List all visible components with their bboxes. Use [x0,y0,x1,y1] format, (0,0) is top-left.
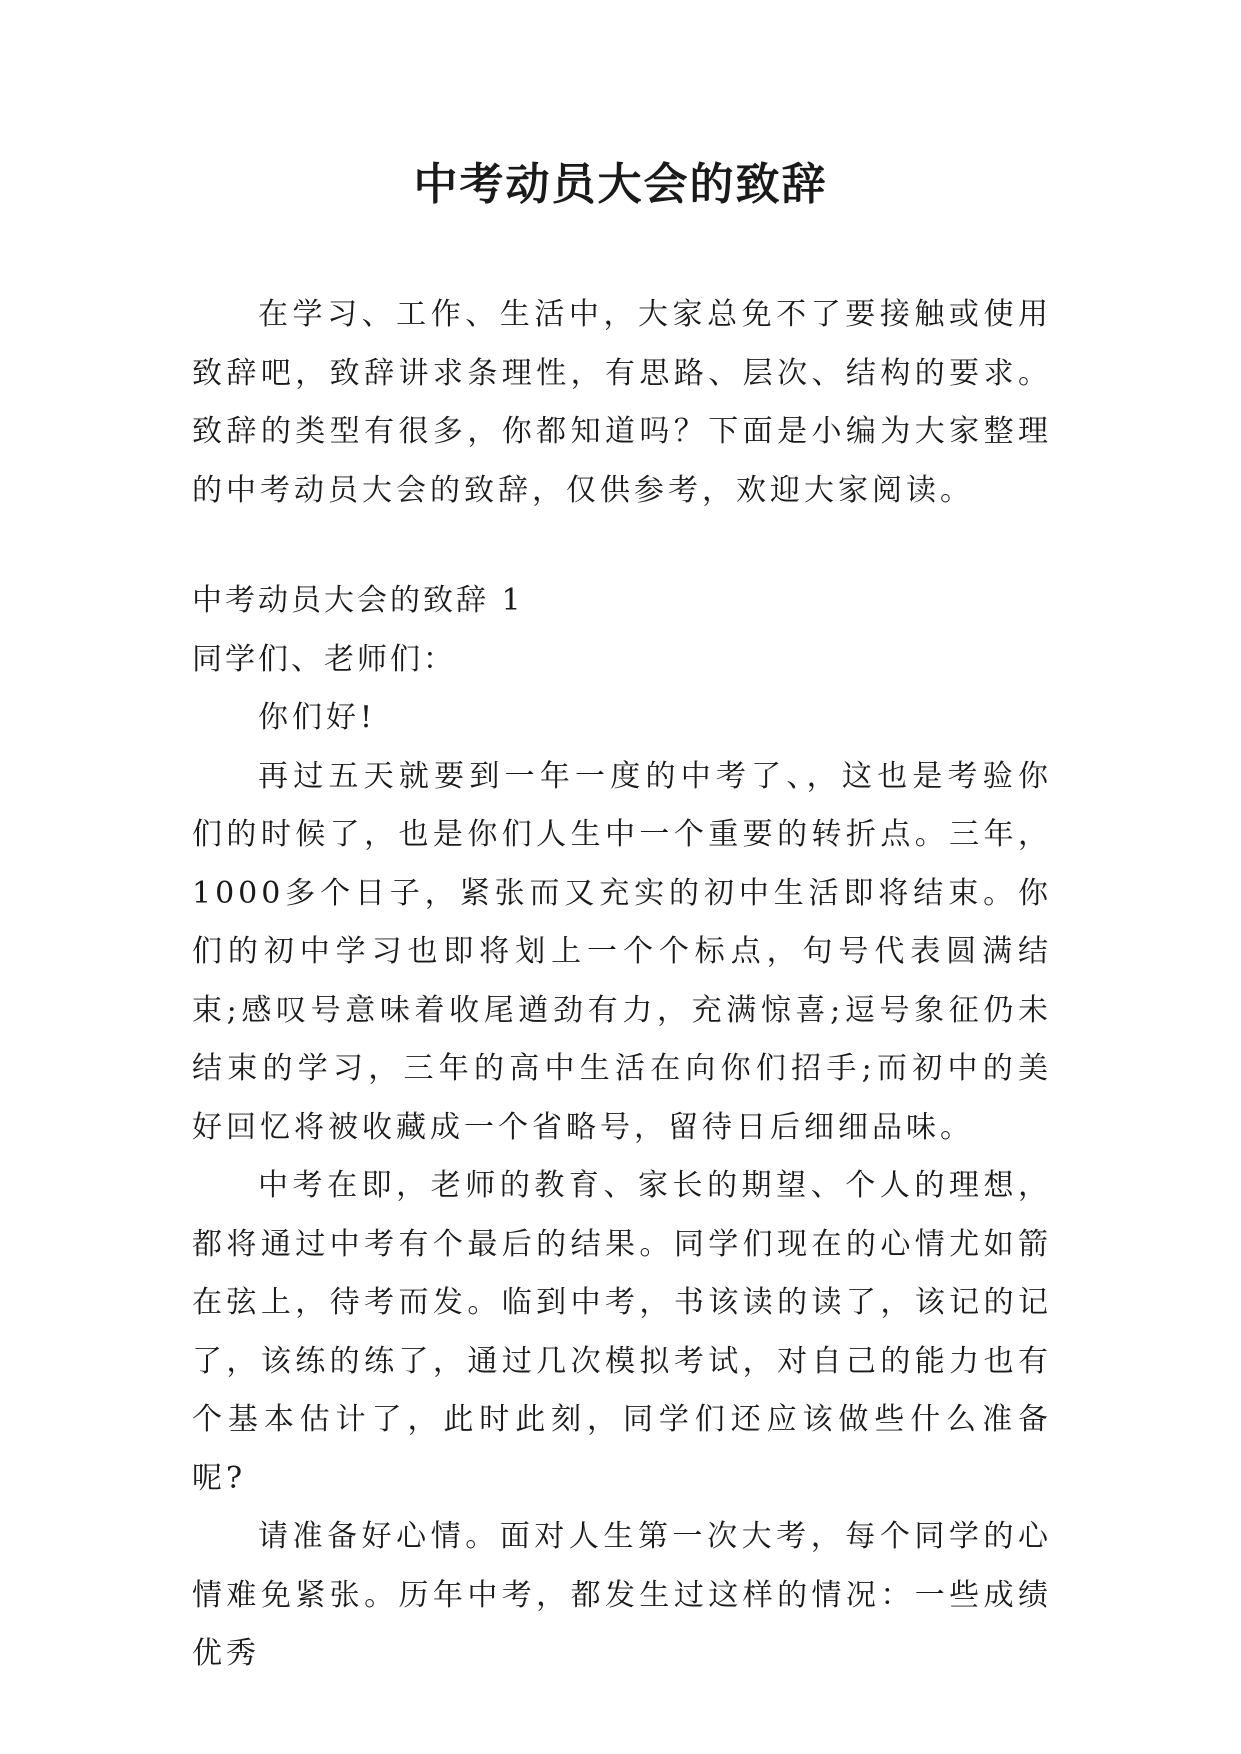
body-paragraph: 中考在即，老师的教育、家长的期望、个人的理想，都将通过中考有个最后的结果。同学们现在的心情尤如箭在弦上，待考而发。临到中考，书该读的读了，该记的记了，该练的练了，通过几次模拟考试，对自己的能力也有个基本估计了，此时此刻，同学们还应该做些什么准备呢? [192,1168,1052,1496]
section-heading: 中考动员大会的致辞 1 [192,583,524,618]
salutation: 同学们、老师们： [192,641,456,677]
body-paragraph: 再过五天就要到一年一度的中考了、，这也是考验你们的时候了，也是你们人生中一个重要的转折点。三年，1000多个日子，紧张而又充实的初中生活即将结束。你们的初中学习也即将划上一个个标点，句号代表圆满结束;感叹号意味着收尾遒劲有力，充满惊喜;逗号象征仍未结束的学习，三年的高中生活在向你们招手;而初中的美好回忆将被收藏成一个省略号，留待日后细细品味。 [192,758,1052,1145]
greeting: 你们好! [258,700,377,735]
body-paragraph: 请准备好心情。面对人生第一次大考，每个同学的心情难免紧张。历年中考，都发生过这样的情况：一些成绩优秀 [192,1519,1052,1671]
document-body [192,286,1052,1684]
intro-paragraph: 在学习、工作、生活中，大家总免不了要接触或使用致辞吧，致辞讲求条理性，有思路、层次、结构的要求。致辞的类型有很多，你都知道吗？下面是小编为大家整理的中考动员大会的致辞，仅供参考，欢迎大家阅读。 [192,297,1052,508]
document-title: 中考动员大会的致辞 [413,159,828,210]
